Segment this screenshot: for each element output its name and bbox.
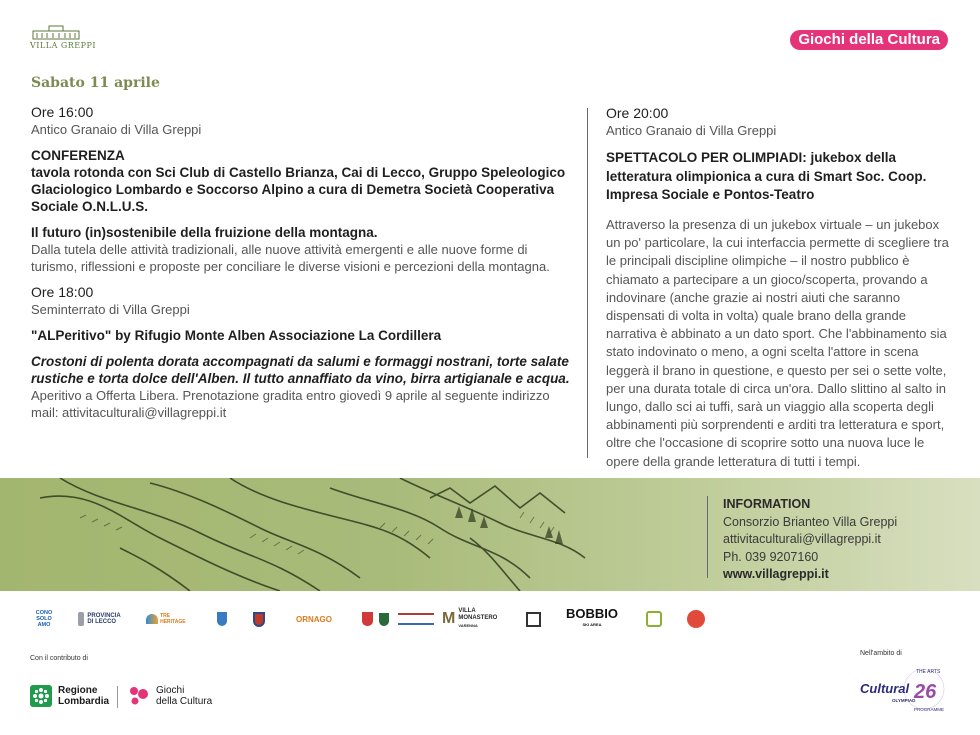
villa-building-icon [31,24,81,40]
regione-line1: Regione [58,685,98,696]
monastero-m-icon: M [442,610,456,627]
provincia-crest-icon [78,612,84,626]
event3-description: Attraverso la presenza di un jukebox virtuale – un jukebox un po' particolare, la cui interfaccia permette di scegliere tra le principali discipline olimpiche – il nostro pubblico è chiamato a partecipare a un gioco/scoperta, provando a indovinare (anche grazie ai nostri aiuti che saranno dispensati di volta in volta) quale brano della grande narrativa è abbinato a un dato sport. Che l'abbinamento sia stato indovinato o meno, a ogni scelta l'attore in scena leggerà il brano in questione, e questo per sei o sette volte, per una durata totale di circa un'ora. Dallo slittino al salto in lungo, dallo sci ai tuffi, sarà un viaggio alla scoperta degli abbinamenti più sorprendenti e arditi tra letteratura e sport, oltre che l'occasione di scoprire sotto una nuova luce le opere della grande letteratura di tutti i tempi. [606,217,949,469]
giochi-cultura-badge: Giochi della Cultura [790,30,948,50]
event2-menu: Crostoni di polenta dorata accompagnati da salumi e formaggi nostrani, torte salate rustiche e torta dolce dell'Alben. Il tutto annaffiato da vino, birra artigianale e acqua. [31,354,570,386]
event3-title: SPETTACOLO PER OLIMPIADI: jukebox della letteratura olimpionica a cura di Smart Soc. Coop. Impresa Sociale e Pontos-Teatro [606,150,927,202]
villa-greppi-logo [30,24,97,50]
red-circle-emblem-icon [687,610,705,628]
contribution-label: Con il contributo di [30,655,88,662]
municipal-crest-icon [217,612,227,626]
footer-separator [117,686,118,708]
partner-logo-green [644,604,664,634]
regione-lombardia-logo [30,685,109,707]
event1-subtitle: tavola rotonda con Sci Club di Castello Brianza, Cai di Lecco, Gruppo Speleologico Glaciologico Lombardo e Soccorso Alpino a cura di Demetra Società Cooperativa Sociale O.N.L.U.S. [31,165,566,214]
regione-lombardia-text [58,685,109,707]
partner-logo-red [686,604,706,634]
info-website[interactable]: www.villagreppi.it [723,567,829,581]
event3-time: Ore 20:00 [606,105,669,121]
heritage-icon [146,614,158,624]
olympiad-bottom-text: PROGRAMME [914,707,945,712]
information-block [723,496,897,584]
partner-bobbio-sub: SKI AREA [582,622,602,627]
olympiad-number-text: 26 [914,681,937,703]
partner-logo-ornago: ORNAGO [296,614,332,624]
event1-topic: Il futuro (in)sostenibile della fruizione della montagna. [31,225,378,240]
event-date: Sabato 11 aprile [31,75,160,91]
partner-logo-crest-1 [216,604,228,634]
left-column [31,104,571,421]
info-heading: INFORMATION [723,497,811,511]
partner-logo-square [524,604,542,634]
regione-line2: Lombardia [58,696,110,707]
olympiad-sub-text: OLYMPIAD [892,698,916,703]
event2-time: Ore 18:00 [31,284,94,300]
event1-time: Ore 16:00 [31,104,94,120]
partner-bobbio-label: BOBBIO [566,606,618,621]
municipal-crest-icon [379,613,389,626]
partner-logo-crest-4 [378,604,390,634]
regione-lombardia-icon [30,685,52,707]
event1-title: CONFERENZA [31,148,125,163]
comunita-montana-icon [398,613,434,625]
event1-place: Antico Granaio di Villa Greppi [31,122,202,137]
partner-logo-cono: CONO SOLO AMO [35,610,53,628]
giochi-cultura-text [156,685,212,707]
info-phone: Ph. 039 9207160 [723,549,819,564]
logo-text: VILLA GREPPI [30,41,97,50]
partner-logo-heritage [146,604,192,634]
event2-note: Aperitivo a Offerta Libera. Prenotazione gradita entro giovedì 9 aprile al seguente indirizzo mail: attivitaculturali@villagreppi.it [31,388,550,420]
cultural-olympiad-logo [858,664,950,714]
ambito-label: Nell'ambito di [860,650,902,657]
event2-title: "ALPeritivo" by Rifugio Monte Alben Associazione La Cordillera [31,328,442,343]
municipal-crest-icon [362,612,373,626]
partner-monastero-label: VILLA MONASTERO [458,608,498,621]
partner-logo-villa-monastero [442,604,502,634]
partner-logo-comunita [396,604,436,634]
partner-logo-crest-2 [252,604,266,634]
cultural-olympiad-emblem [858,664,950,714]
olympiad-main-text: Cultural [860,681,910,696]
olympiad-top-text: THE ARTS [916,669,941,675]
column-divider [587,108,588,458]
green-emblem-icon [646,611,662,627]
partner-logo-bobbio [560,604,624,634]
event1-description: Dalla tutela delle attività tradizionali, alle nuove attività emergenti e alle nuove forme di turismo, riflessioni e proposte per conciliare le diverse visioni e percezioni della montagna. [31,242,550,274]
info-email[interactable]: attivitaculturali@villagreppi.it [723,532,881,546]
municipal-crest-icon [253,612,265,627]
square-emblem-icon [526,612,541,627]
giochi-cultura-logo [128,685,212,707]
info-divider [707,496,708,578]
partner-heritage-label: TRE HERITAGE [160,613,186,625]
info-organization: Consorzio Brianteo Villa Greppi [723,514,898,529]
giochi-line2: della Cultura [156,696,213,707]
partner-logos [30,604,720,636]
event3-place: Antico Granaio di Villa Greppi [606,123,777,139]
right-column [606,104,956,471]
giochi-line1: Giochi [156,685,185,696]
partner-provincia-label: PROVINCIA DI LECCO [87,613,121,625]
partner-monastero-sub: VARENNA [458,623,478,628]
partner-logo-provincia [78,604,128,634]
giochi-cultura-icon [128,685,150,707]
event2-place: Seminterrato di Villa Greppi [31,302,190,317]
partner-logo-crest-3 [360,604,374,634]
